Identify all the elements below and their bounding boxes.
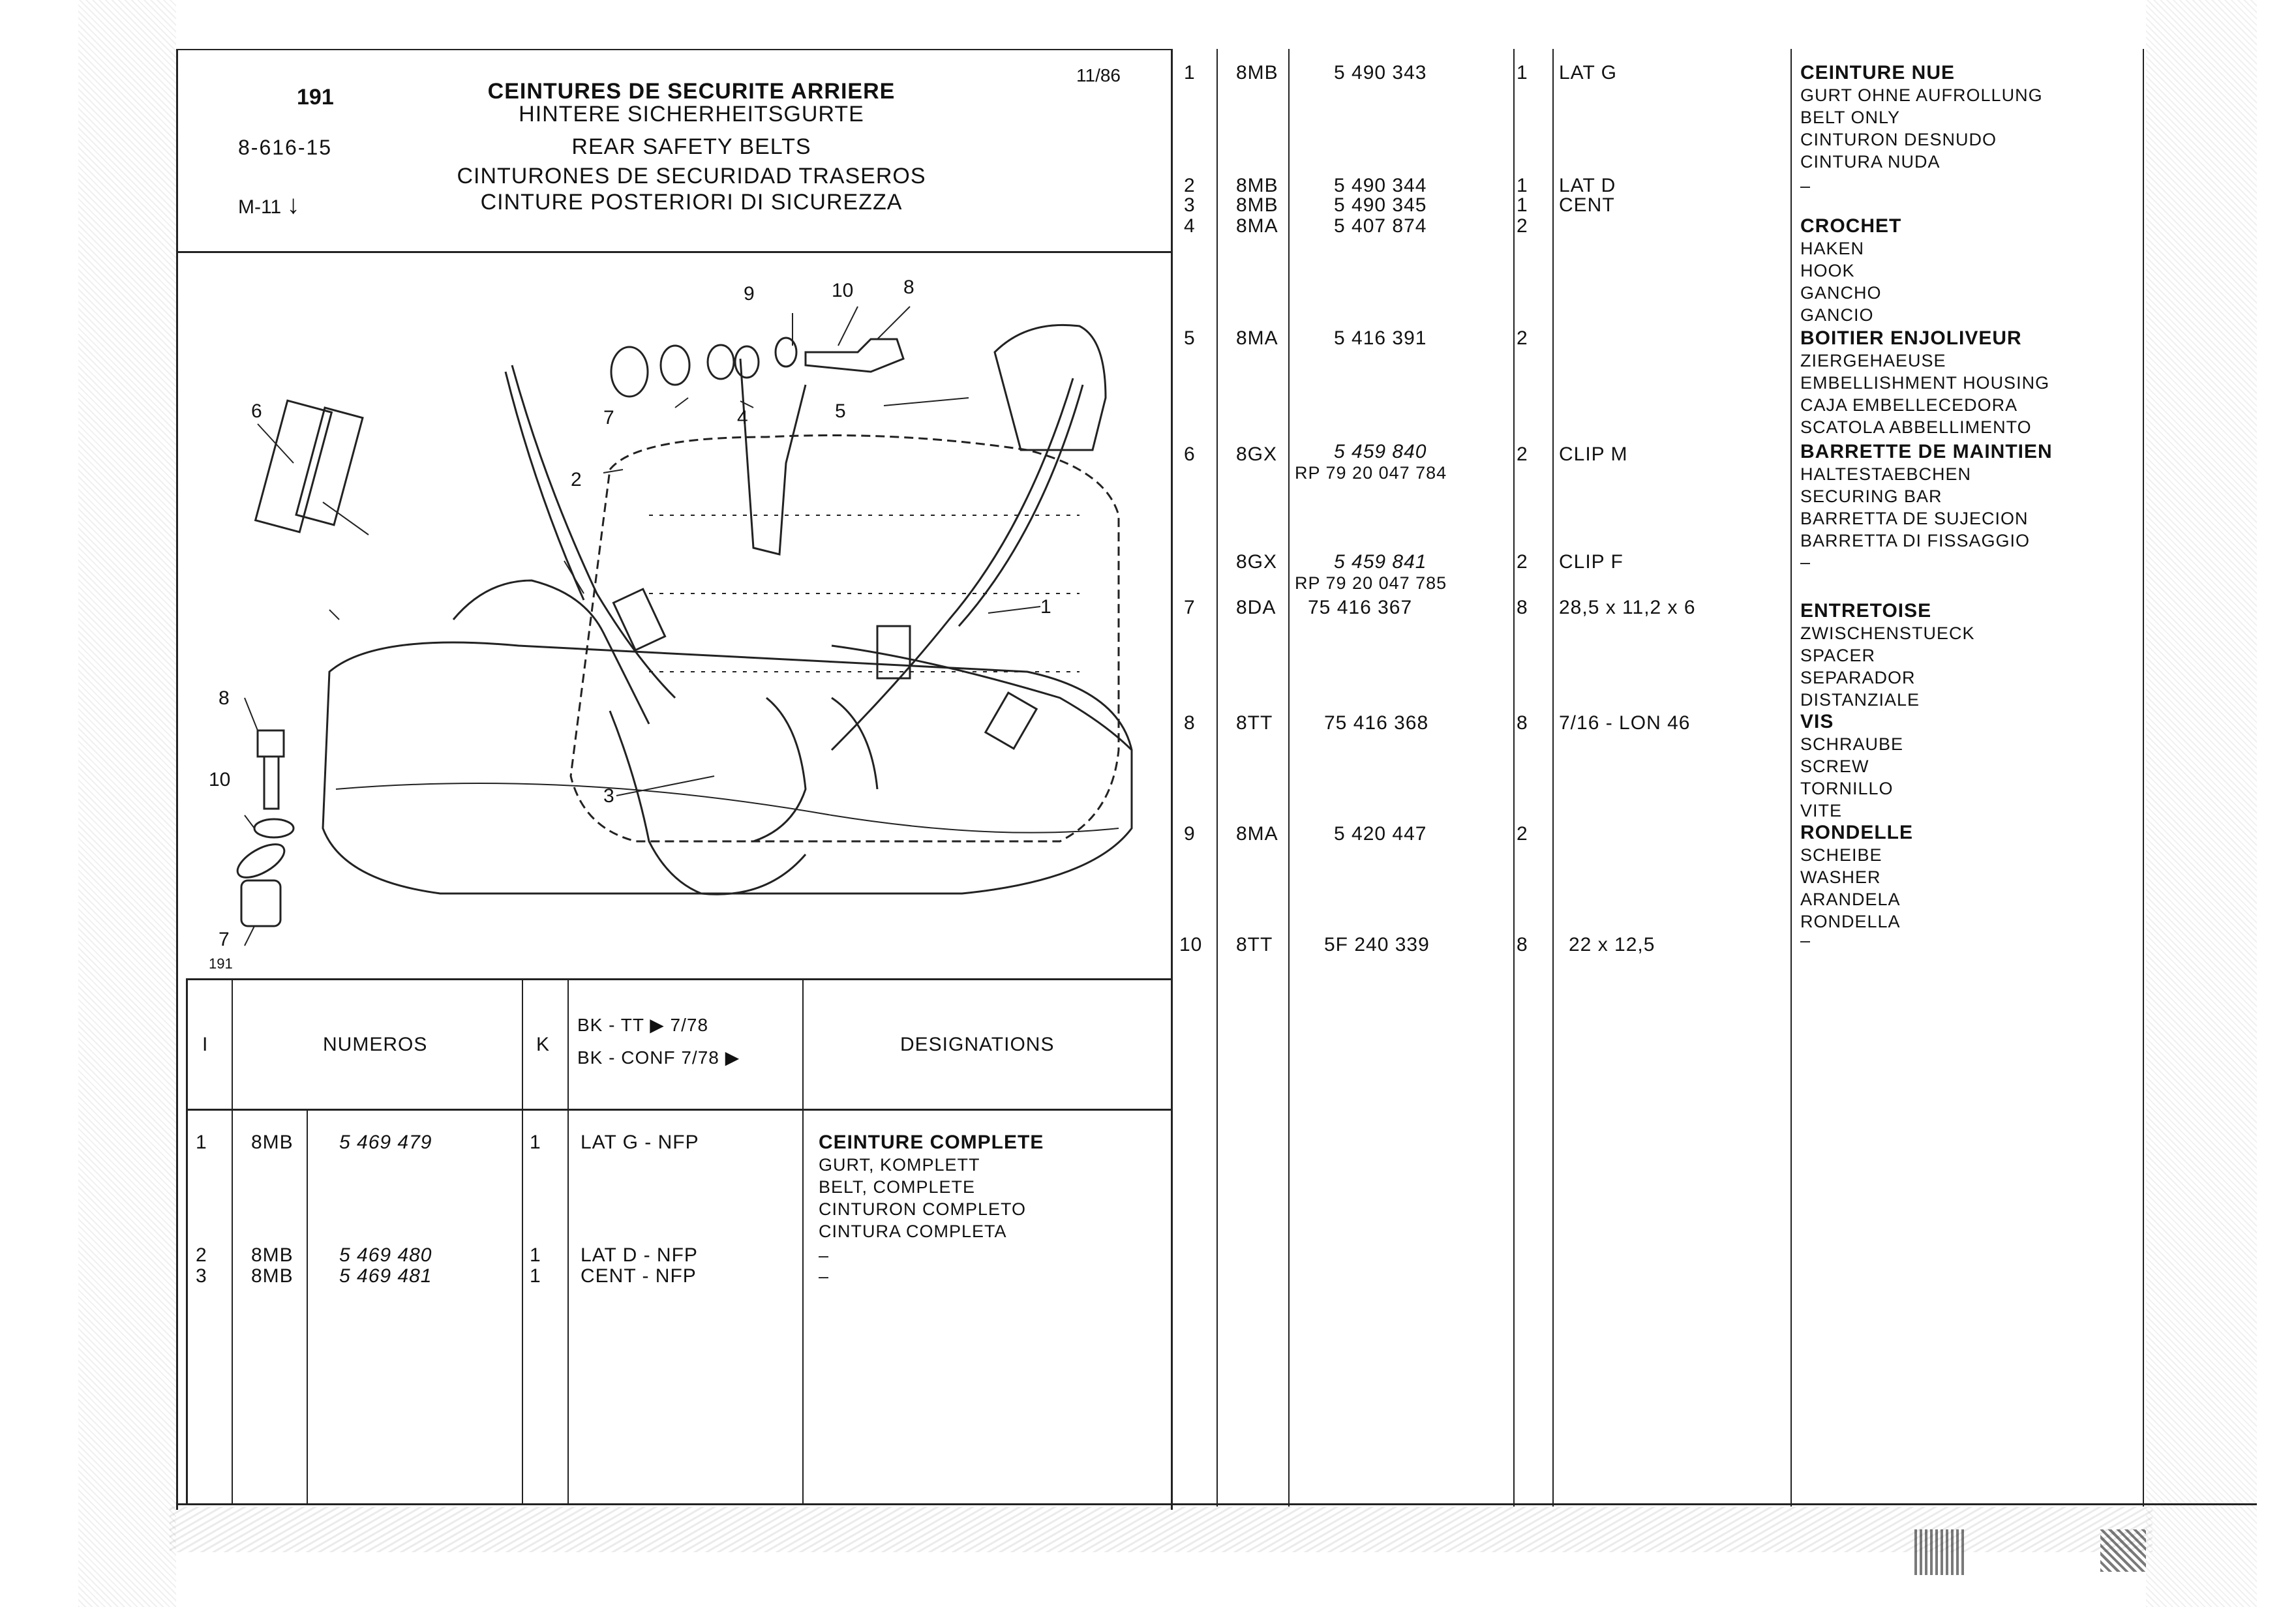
table-row-number: 5 416 391	[1334, 327, 1427, 349]
registration-mark-left	[1914, 1529, 1967, 1575]
callout-6: 6	[251, 400, 262, 422]
table-row-qty: 1	[530, 1244, 541, 1266]
scan-edge-bottom	[170, 1507, 2152, 1552]
table-row-idx: 8	[1184, 712, 1196, 734]
title-it: CINTURE POSTERIORI DI SICUREZZA	[480, 190, 903, 215]
table-row-qty: 2	[1517, 443, 1528, 465]
table-row-qty: 2	[1517, 823, 1528, 845]
table-row-idx: 3	[1184, 194, 1196, 216]
table-row-idx: 2	[196, 1244, 207, 1266]
table-row-desc: CROCHET HAKEN HOOK GANCHO GANCIO	[1800, 215, 1902, 325]
registration-mark-right	[2100, 1529, 2146, 1572]
table-row-app: LAT D	[1559, 175, 1616, 196]
diagram-code: 191	[209, 955, 233, 972]
table-row-code: 8MA	[1236, 215, 1278, 237]
table-row-number: 5 490 343	[1334, 62, 1427, 83]
table-row-qty: 1	[1517, 194, 1528, 216]
col-app-header-2: BK - CONF 7/78 ▶	[577, 1047, 740, 1068]
callout-10: 10	[209, 769, 231, 790]
table-row-code: 8MB	[251, 1265, 294, 1287]
table-row-qty: 2	[1517, 327, 1528, 349]
table-row-code: 8MB	[1236, 175, 1278, 196]
table-row-desc: BOITIER ENJOLIVEUR ZIERGEHAEUSE EMBELLISHMENT HOUSING CAJA EMBELLECEDORA SCATOLA ABBELLIMENTO	[1800, 327, 2050, 437]
col-numeros-header: NUMEROS	[323, 1034, 428, 1055]
table-row-number: 5 469 481	[339, 1265, 432, 1287]
table-row-idx: 10	[1179, 934, 1203, 955]
exploded-diagram	[179, 254, 1170, 975]
callout-4: 4	[737, 407, 748, 428]
table-row-desc: –	[819, 1267, 830, 1286]
table-row-qty: 1	[1517, 175, 1528, 196]
table-row-idx: 4	[1184, 215, 1196, 237]
table-row-app: LAT G	[1559, 62, 1617, 83]
table-row-number: 5 407 874	[1334, 215, 1427, 237]
title-de: HINTERE SICHERHEITSGURTE	[519, 102, 864, 127]
col-k-header: K	[536, 1034, 551, 1055]
table-row-number2: RP 79 20 047 784	[1295, 463, 1447, 483]
table-row-idx: 1	[196, 1132, 207, 1153]
table-row-number: 75 416 368	[1324, 712, 1429, 734]
table-row-qty: 1	[1517, 62, 1528, 83]
callout-7-left: 7	[219, 929, 230, 950]
table-row-app: 7/16 - LON 46	[1559, 712, 1691, 734]
table-row-number: 5 420 447	[1334, 823, 1427, 845]
table-row-qty: 1	[530, 1132, 541, 1153]
table-row-desc: –	[1800, 176, 1811, 196]
table-row-code: 8MB	[251, 1244, 294, 1266]
table-row-desc: BARRETTE DE MAINTIEN HALTESTAEBCHEN SECURING BAR BARRETTA DE SUJECION BARRETTA DI FISSAGGIO	[1800, 441, 2053, 550]
table-row-code: 8MA	[1236, 823, 1278, 845]
table-row-idx: 7	[1184, 597, 1196, 618]
table-row-app: CENT - NFP	[581, 1265, 697, 1287]
table-row-number: 5 459 841	[1334, 551, 1427, 573]
scan-edge-right	[2146, 0, 2257, 1607]
page-date: 11/86	[1076, 65, 1121, 85]
col-index-header: I	[202, 1034, 209, 1055]
table-row-app: LAT D - NFP	[581, 1244, 698, 1266]
table-row-desc: VIS SCHRAUBE SCREW TORNILLO VITE	[1800, 711, 1904, 820]
table-row-number: 5 490 345	[1334, 194, 1427, 216]
table-row-code: 8GX	[1236, 443, 1278, 465]
table-row-desc: CEINTURE COMPLETE GURT, KOMPLETT BELT, COMPLETE CINTURON COMPLETO CINTURA COMPLETA	[819, 1132, 1044, 1241]
callout-1: 1	[1040, 596, 1051, 618]
table-row-idx: 1	[1184, 62, 1196, 83]
table-row-number: 5F 240 339	[1324, 934, 1430, 955]
table-row-app: CLIP F	[1559, 551, 1624, 573]
callout-10-top: 10	[832, 280, 854, 301]
table-row-code: 8MB	[1236, 194, 1278, 216]
table-row-app: 28,5 x 11,2 x 6	[1559, 597, 1696, 618]
table-row-app: LAT G - NFP	[581, 1132, 699, 1153]
table-row-idx: 2	[1184, 175, 1196, 196]
table-row-number2: RP 79 20 047 785	[1295, 573, 1447, 593]
table-row-idx: 5	[1184, 327, 1196, 349]
callout-3: 3	[603, 785, 614, 807]
table-row-qty: 1	[530, 1265, 541, 1287]
table-row-number: 5 469 479	[339, 1132, 432, 1153]
table-row-code: 8TT	[1236, 712, 1273, 734]
table-row-qty: 8	[1517, 597, 1528, 618]
title-fr: CEINTURES DE SECURITE ARRIERE	[487, 79, 896, 104]
page-ref: 8-616-15	[238, 136, 333, 159]
table-row-idx: 3	[196, 1265, 207, 1287]
title-en: REAR SAFETY BELTS	[571, 134, 811, 159]
table-row-app: CLIP M	[1559, 443, 1628, 465]
col-designations-header: DESIGNATIONS	[900, 1034, 1055, 1055]
callout-5: 5	[835, 400, 846, 422]
table-row-app: 22 x 12,5	[1569, 934, 1655, 955]
table-row-number: 5 490 344	[1334, 175, 1427, 196]
table-row-code: 8MA	[1236, 327, 1278, 349]
table-row-number: 5 469 480	[339, 1244, 432, 1266]
table-row-qty: 2	[1517, 551, 1528, 573]
table-row-desc: RONDELLE SCHEIBE WASHER ARANDELA RONDELLA	[1800, 822, 1913, 931]
table-row-desc: –	[1800, 552, 1811, 572]
callout-8-top: 8	[903, 277, 914, 298]
title-es: CINTURONES DE SECURIDAD TRASEROS	[457, 164, 926, 188]
callout-2: 2	[571, 469, 582, 490]
table-row-code: 8MB	[1236, 62, 1278, 83]
table-row-qty: 2	[1517, 215, 1528, 237]
table-row-desc: –	[819, 1246, 830, 1265]
table-row-idx: 6	[1184, 443, 1196, 465]
table-row-code: 8DA	[1236, 597, 1276, 618]
scan-edge-left	[78, 0, 176, 1607]
callout-7: 7	[603, 407, 614, 428]
table-row-code: 8TT	[1236, 934, 1273, 955]
table-row-desc: ENTRETOISE ZWISCHENSTUECK SPACER SEPARADOR DISTANZIALE	[1800, 600, 1975, 710]
callout-8: 8	[219, 687, 230, 709]
table-row-code: 8MB	[251, 1132, 294, 1153]
arrow-down-icon: ↓	[286, 190, 300, 219]
table-row-number: 5 459 840	[1334, 441, 1427, 462]
table-row-app: CENT	[1559, 194, 1615, 216]
callout-9: 9	[744, 283, 755, 305]
table-row-qty: 8	[1517, 712, 1528, 734]
table-row-code: 8GX	[1236, 551, 1278, 573]
model-code: M-11 ↓	[238, 190, 300, 219]
table-row-idx: 9	[1184, 823, 1196, 845]
table-row-qty: 8	[1517, 934, 1528, 955]
col-app-header-1: BK - TT ▶ 7/78	[577, 1015, 709, 1035]
table-row-desc: CEINTURE NUE GURT OHNE AUFROLLUNG BELT ONLY CINTURON DESNUDO CINTURA NUDA	[1800, 62, 2043, 172]
seat-belt-illustration	[179, 254, 1170, 975]
table-row-desc: –	[1800, 931, 1811, 950]
table-row-number: 75 416 367	[1308, 597, 1413, 618]
page-code: 191	[297, 85, 334, 110]
